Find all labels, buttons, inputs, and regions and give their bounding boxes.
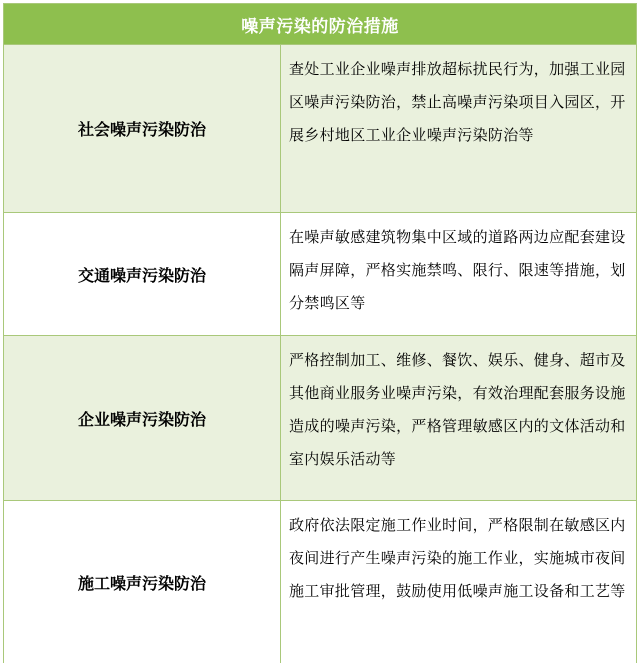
row-label: 交通噪声污染防治 bbox=[4, 213, 281, 335]
row-label: 企业噪声污染防治 bbox=[4, 336, 281, 500]
row-description: 查处工业企业噪声排放超标扰民行为，加强工业园区噪声污染防治，禁止高噪声污染项目入园区，开展乡村地区工业企业噪声污染防治等 bbox=[289, 60, 626, 144]
table-title: 噪声污染的防治措施 bbox=[4, 4, 636, 45]
table-row bbox=[4, 45, 636, 213]
row-label: 社会噪声污染防治 bbox=[4, 45, 281, 212]
row-description: 政府依法限定施工作业时间，严格限制在敏感区内夜间进行产生噪声污染的施工作业，实施城市夜间施工审批管理，鼓励使用低噪声施工设备和工艺等 bbox=[289, 516, 626, 600]
row-description: 在噪声敏感建筑物集中区域的道路两边应配套建设隔声屏障，严格实施禁鸣、限行、限速等措施，划分禁鸣区等 bbox=[289, 228, 626, 312]
table-row bbox=[4, 501, 636, 663]
measures-table bbox=[3, 3, 637, 663]
row-description: 严格控制加工、维修、餐饮、娱乐、健身、超市及其他商业服务业噪声污染，有效治理配套服务设施造成的噪声污染，严格管理敏感区内的文体活动和室内娱乐活动等 bbox=[289, 351, 626, 468]
table-row bbox=[4, 213, 636, 336]
row-label: 施工噪声污染防治 bbox=[4, 501, 281, 663]
table-row bbox=[4, 336, 636, 501]
